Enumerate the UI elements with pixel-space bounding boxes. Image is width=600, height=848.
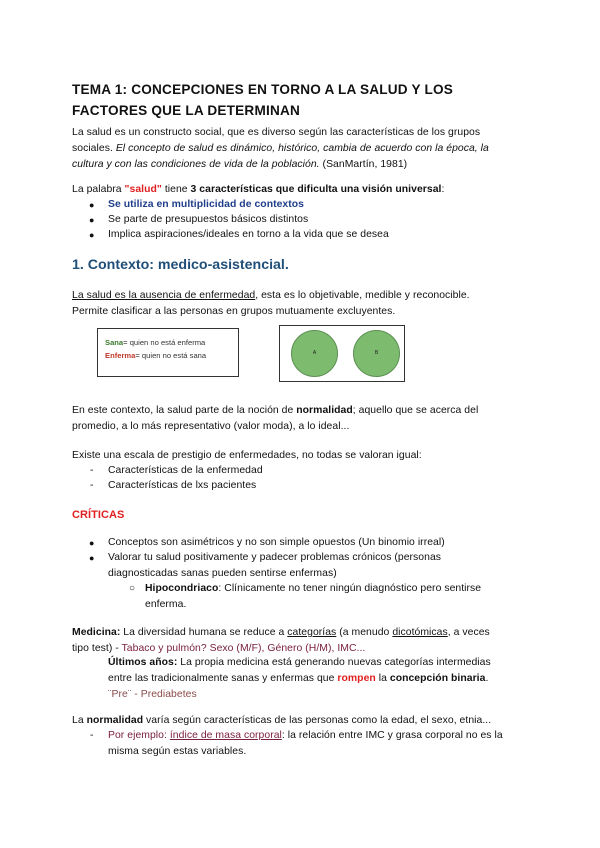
salud-definition: La salud es la ausencia de enfermedad (72, 290, 256, 301)
criticas-bullet-2 (108, 550, 441, 582)
sana-enferma-box (97, 328, 239, 377)
imc-link[interactable]: índice de masa corporal (169, 730, 282, 741)
page-title (72, 79, 453, 121)
criticas-heading: CRÍTICAS (72, 509, 125, 521)
criticas-bullet-2-line-2: diagnosticadas sanas pueden sentirse enfermas) (108, 568, 337, 579)
intro-italic: El concepto de salud es dinámico, histórico, cambia de acuerdo con la época, la (115, 143, 489, 154)
hipocondriaco-item (145, 581, 481, 613)
normalidad-line-2: promedio, a lo más representativo (valor moda), a lo ideal... (72, 421, 350, 432)
salud-bullet-2: Se parte de presupuestos básicos distintos (108, 214, 309, 225)
medicina-label: Medicina: (72, 627, 121, 638)
normalidad-2-post: varía según características de las personas como la edad, el sexo, etnia... (143, 715, 492, 726)
dash-marker: - (90, 730, 94, 741)
salud-post: : (441, 184, 445, 195)
normalidad-2-line (72, 713, 491, 729)
normalidad-post: ; aquello que se acerca del (352, 405, 479, 416)
medicina-line-1 (72, 625, 490, 641)
section-1-paragraph (72, 288, 470, 320)
dicotomicas-term: dicotómicas (392, 627, 448, 638)
group-b-circle (353, 330, 400, 377)
ejemplo-line-2: misma según estas variables. (108, 746, 247, 757)
normalidad-2-bold: normalidad (86, 715, 144, 726)
intro-text: sociales. (72, 143, 116, 154)
group-b-label: B (374, 350, 379, 356)
medicina-test: tipo test) - (72, 643, 122, 654)
ejemplo-line-1 (108, 728, 503, 744)
criticas-bullet-1: Conceptos son asimétricos y no son simple opuestos (Un binomio irreal) (108, 537, 445, 548)
intro-paragraph (72, 125, 489, 173)
hipocondriaco-line-1 (145, 581, 481, 597)
intro-line-1: La salud es un constructo social, que es diverso según las características de los grupos (72, 127, 481, 138)
sana-label: Sana (105, 338, 124, 347)
ultimos-label: Últimos años: (108, 657, 178, 668)
intro-citation: (SanMartín, 1981) (319, 159, 408, 170)
dash-marker: - (90, 465, 94, 476)
normalidad-line-1 (72, 403, 478, 419)
escala-item-2: Características de lxs pacientes (108, 480, 257, 491)
salud-mid: tiene (161, 184, 191, 195)
ejemplo-pre: Por ejemplo: (108, 730, 170, 741)
bullet-dot: ● (89, 215, 95, 225)
salud-bullet-1: Se utiliza en multiplicidad de contextos (108, 199, 304, 210)
ejemplo-item (108, 728, 503, 760)
hipocondriaco-term: Hipocondriaco (145, 583, 219, 594)
intro-line-3 (72, 157, 489, 173)
title-line-2: FACTORES QUE LA DETERMINAN (72, 103, 300, 118)
enferma-label: Enferma (105, 351, 136, 360)
bullet-dot: ● (89, 538, 95, 548)
medicina-text: La diversidad humana se reduce a (120, 627, 288, 638)
sana-line (105, 337, 205, 348)
medicina-text-3: , a veces (447, 627, 490, 638)
sana-text: = quien no está enferma (123, 338, 206, 347)
section-1-line-1 (72, 288, 470, 304)
hipocondriaco-line-2: enferma. (145, 599, 187, 610)
ultimos-anos-paragraph (108, 655, 491, 703)
dash-marker: - (90, 480, 94, 491)
salud-word: "salud" (124, 184, 162, 195)
circle-bullet-icon: ○ (129, 583, 136, 594)
criticas-bullet-2-line-1: Valorar tu salud positivamente y padecer problemas crónicos (personas (108, 552, 442, 563)
groups-diagram-box (279, 325, 405, 382)
salud-pre: La palabra (72, 184, 125, 195)
intro-line-2 (72, 141, 489, 157)
medicina-paragraph (72, 625, 490, 657)
normalidad-2-pre: La (72, 715, 87, 726)
ultimos-line-2 (108, 671, 491, 687)
ultimos-text-2: entre las tradicionalmente sanas y enfermas que (108, 673, 338, 684)
ejemplo-post: : la relación entre IMC y grasa corporal no es la (281, 730, 503, 741)
ultimos-line-1 (108, 655, 491, 671)
ultimos-text: La propia medicina está generando nuevas categorías intermedias (177, 657, 491, 668)
section-1-line-2: Permite clasificar a las personas en grupos mutuamente excluyentes. (72, 306, 396, 317)
normalidad-paragraph (72, 403, 478, 435)
concepcion-binaria: concepción binaria (389, 673, 486, 684)
salud-sentence (72, 182, 444, 198)
title-line-1: TEMA 1: CONCEPCIONES EN TORNO A LA SALUD Y LOS (72, 82, 454, 97)
rompen-word: rompen (337, 673, 376, 684)
bullet-dot: ● (89, 200, 95, 210)
escala-item-1: Características de la enfermedad (108, 465, 263, 476)
hipocondriaco-def: : Clínicamente no tener ningún diagnóstico pero sentirse (218, 583, 482, 594)
normalidad-pre: En este contexto, la salud parte de la noción de (72, 405, 297, 416)
salud-bullet-3: Implica aspiraciones/ideales en torno a la vida que se desea (108, 229, 389, 240)
medicina-text-2: (a menudo (336, 627, 393, 638)
intro-italic-end: cultura y con las condiciones de vida de la población. (72, 159, 320, 170)
ultimos-text-3: la (375, 673, 390, 684)
group-a-label: A (312, 350, 317, 356)
bullet-dot: ● (89, 553, 95, 563)
ultimos-end: . (485, 673, 489, 684)
enferma-text: = quien no está sana (135, 351, 207, 360)
normalidad-bold: normalidad (296, 405, 353, 416)
group-a-circle (291, 330, 338, 377)
prediabetes-line: ¨Pre¨ - Prediabetes (108, 689, 197, 700)
salud-bold: 3 características que dificulta una visión universal (190, 184, 442, 195)
enferma-line (105, 350, 206, 361)
bullet-dot: ● (89, 230, 95, 240)
section-1-rest: , esta es lo objetivable, medible y reconocible. (255, 290, 470, 301)
escala-intro: Existe una escala de prestigio de enfermedades, no todas se valoran igual: (72, 450, 422, 461)
medicina-examples: Tabaco y pulmón? Sexo (M/F), Género (H/M), IMC... (121, 643, 366, 654)
section-1-heading: 1. Contexto: medico-asistencial. (72, 257, 289, 273)
categorias-term: categorías (287, 627, 337, 638)
